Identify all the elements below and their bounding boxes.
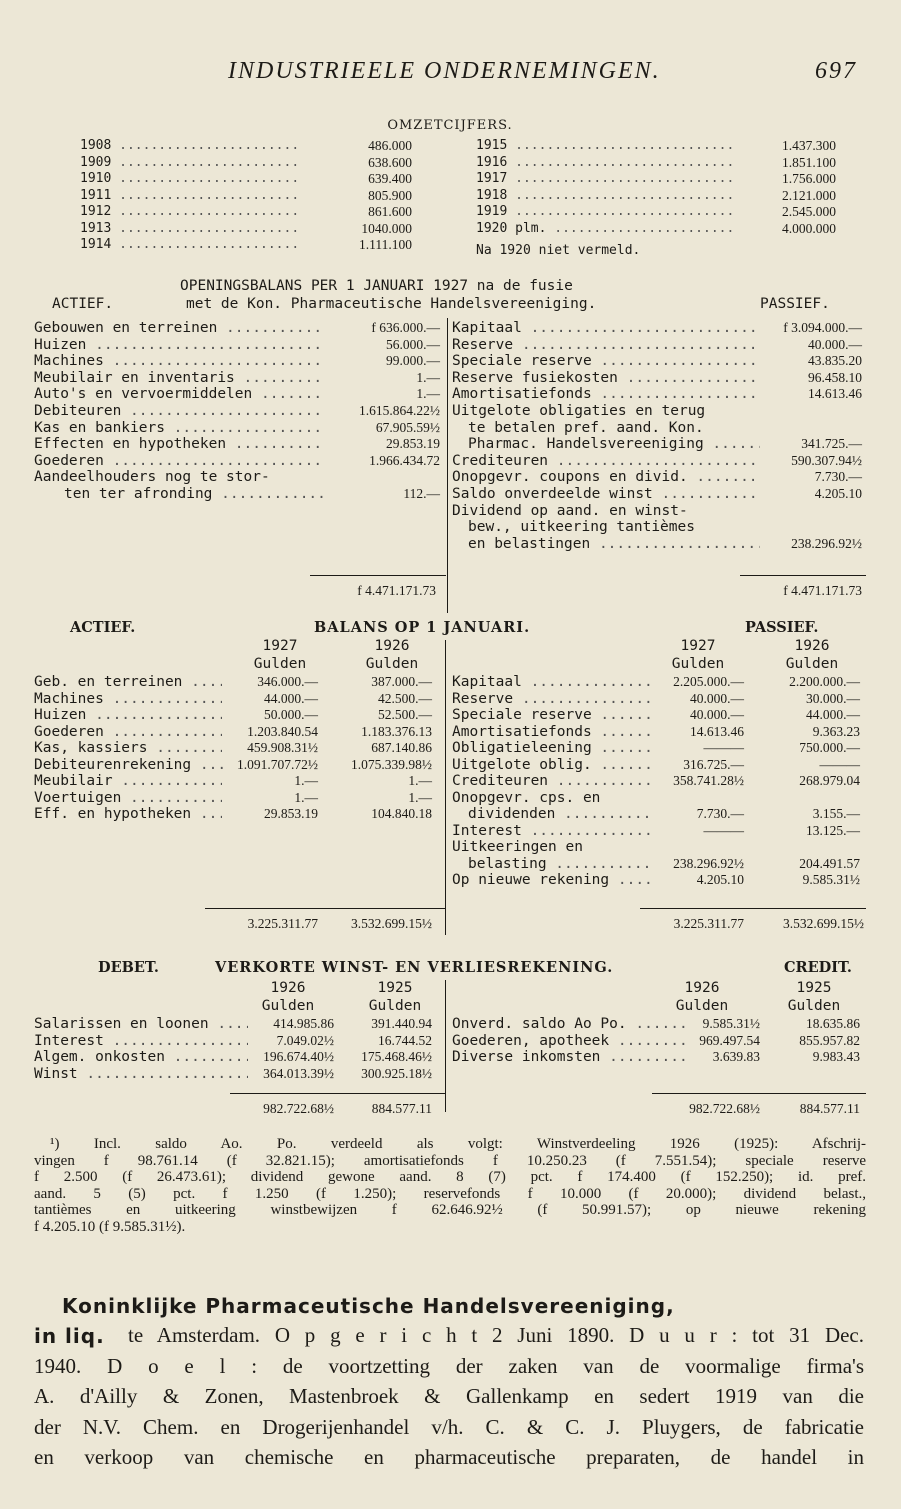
- opening-passiva-value: 14.613.46: [808, 386, 862, 402]
- winst-debet-item: Salarissen en loonen .....: [34, 1016, 248, 1032]
- balans-passiva-item: Uitgelote oblig. .....: [452, 757, 650, 773]
- omzet-value: 1.756.000: [782, 171, 836, 186]
- opening-activa-value: 56.000.—: [386, 336, 440, 352]
- opening-activa-item: Huizen .....: [34, 337, 324, 353]
- opening-activa-value: 1.966.434.72: [369, 452, 440, 468]
- opening-passiva-item: Kapitaal .....: [452, 320, 760, 336]
- opening-activa-value: f 636.000.—: [371, 320, 440, 335]
- opening-activa-item: Aandeelhouders nog te stor-: [34, 469, 270, 486]
- omzet-year: 1915 .....: [476, 138, 736, 153]
- opening-passiva-item: Amortisatiefonds .....: [452, 386, 760, 402]
- balans-passiva-1927: 316.725.—: [683, 756, 744, 772]
- balans-total-right-1927: 3.225.311.77: [673, 916, 744, 931]
- opening-activa-item: Goederen .....: [34, 453, 324, 469]
- company-line: te Amsterdam. O p g e r i c h t 2 Juni 1890. D u u r : tot 31 Dec.: [128, 1323, 864, 1347]
- balans-activa-item: Huizen .....: [34, 707, 222, 723]
- balans-activa-label: ACTIEF.: [70, 619, 136, 636]
- winst-total-left-1926: 982.722.68½: [263, 1101, 334, 1116]
- balans-activa-item: Geb. en terreinen .....: [34, 674, 222, 690]
- balans-activa-1927: 1.—: [294, 789, 318, 805]
- opening-passiva-item: Pharmac. Handelsvereeniging .....: [468, 436, 760, 452]
- omzet-year: 1916 .....: [476, 155, 736, 170]
- omzet-year: 1914 .....: [80, 237, 302, 252]
- winst-year: 1926: [270, 980, 306, 996]
- page-number: 697: [815, 58, 857, 84]
- balans-passiva-1927: ———: [703, 822, 744, 838]
- winst-debet-1926: 364.013.39½: [263, 1065, 334, 1081]
- opening-activa-item: ten ter afronding .....: [64, 486, 324, 502]
- omzet-year: 1917 .....: [476, 171, 736, 186]
- winst-debet-item: Winst .....: [34, 1066, 248, 1082]
- omzet-value: 486.000: [368, 138, 412, 153]
- opening-passiva-item: bew., uitkeering tantièmes: [468, 519, 695, 536]
- balans-rule-left: [205, 908, 445, 909]
- omzet-year: 1912 .....: [80, 204, 302, 219]
- balans-passiva-1927: 14.613.46: [690, 723, 744, 739]
- balans-passiva-label: PASSIEF.: [745, 619, 819, 636]
- opening-passiva-value: 43.835.20: [808, 353, 862, 369]
- balans-activa-item: Machines .....: [34, 691, 222, 707]
- omzet-year: 1910 .....: [80, 171, 302, 186]
- winst-credit-item: Diverse inkomsten .....: [452, 1049, 688, 1065]
- balans-passiva-1927: 40.000.—: [690, 707, 744, 722]
- opening-passiva-value: 96.458.10: [808, 369, 862, 385]
- balans-activa-item: Goederen .....: [34, 724, 222, 740]
- company-line: der N.V. Chem. en Drogerijenhandel v/h. C. & C. J. Pluygers, de fabricatie: [34, 1414, 864, 1439]
- balans-passiva-item: Crediteuren .....: [452, 773, 650, 789]
- omzet-value: 1.111.100: [359, 237, 412, 252]
- opening-passiva-value: 590.307.94½: [791, 452, 862, 468]
- winst-debet-1926: 414.985.86: [273, 1016, 334, 1031]
- balans-passiva-item: Obligatieleening .....: [452, 740, 650, 756]
- balans-activa-1926: 1.075.339.98½: [351, 756, 432, 772]
- opening-activa-item: Effecten en hypotheken .....: [34, 436, 324, 452]
- winst-unit: Gulden: [261, 998, 315, 1014]
- balans-unit: Gulden: [365, 656, 419, 672]
- opening-total-right: f 4.471.171.73: [783, 583, 862, 598]
- winst-credit-item: Goederen, apotheek .....: [452, 1033, 688, 1049]
- balans-activa-item: Voertuigen .....: [34, 790, 222, 806]
- balans-passiva-item: Uitkeeringen en: [452, 839, 583, 855]
- winst-debet-label: DEBET.: [98, 959, 159, 976]
- opening-activa-item: Auto's en vervoermiddelen .....: [34, 386, 324, 402]
- winst-debet-1926: 196.674.40½: [263, 1049, 334, 1064]
- omzet-note: Na 1920 niet vermeld.: [476, 243, 641, 258]
- balans-passiva-1927: 238.296.92½: [673, 855, 744, 871]
- balans-passiva-1927: 40.000.—: [690, 690, 744, 706]
- opening-rule-right: [740, 575, 866, 576]
- winst-total-left-1925: 884.577.11: [371, 1101, 432, 1116]
- balans-passiva-1926: 268.979.04: [799, 773, 860, 788]
- balans-activa-1927: 44.000.—: [264, 690, 318, 706]
- omzet-value: 639.400: [368, 171, 412, 186]
- opening-rule-left: [310, 575, 446, 576]
- footnote-line: f 4.205.10 (f 9.585.31½).: [34, 1219, 186, 1235]
- balans-year: 1927: [262, 638, 298, 654]
- footnote-line: aand. 5 (5) pct. f 1.250 (f 1.250); reservefonds f 10.000 (f 20.000); dividend belast.,: [34, 1185, 866, 1202]
- winst-credit-1926: 9.585.31½: [702, 1016, 760, 1031]
- omzet-value: 1.437.300: [782, 138, 836, 153]
- balans-activa-1927: 459.908.31½: [247, 740, 318, 755]
- balans-title: BALANS OP 1 JANUARI.: [314, 619, 531, 636]
- omzet-value: 4.000.000: [782, 220, 836, 236]
- balans-passiva-item: Op nieuwe rekening .....: [452, 872, 650, 888]
- winst-debet-1925: 391.440.94: [371, 1016, 432, 1031]
- balans-passiva-1926: 44.000.—: [806, 707, 860, 722]
- opening-activa-value: 29.853.19: [386, 436, 440, 452]
- balans-activa-1927: 1.203.840.54: [247, 723, 318, 739]
- balans-passiva-1927: 358.741.28½: [673, 773, 744, 788]
- balans-activa-item: Debiteurenrekening .....: [34, 757, 229, 773]
- balans-activa-1926: 52.500.—: [378, 707, 432, 722]
- winst-credit-1925: 855.957.82: [799, 1032, 860, 1048]
- winst-credit-1925: 9.983.43: [812, 1049, 860, 1064]
- opening-passiva-label: PASSIEF.: [760, 296, 830, 312]
- omzet-value: 805.900: [368, 187, 412, 203]
- balans-year: 1926: [374, 638, 410, 654]
- balans-passiva-1927: ———: [703, 740, 744, 755]
- opening-passiva-item: Reserve fusiekosten .....: [452, 370, 760, 386]
- omzet-year: 1909 .....: [80, 155, 302, 170]
- opening-passiva-value: 341.725.—: [801, 436, 862, 452]
- omzet-value: 861.600: [368, 204, 412, 219]
- balans-activa-item: Kas, kassiers .....: [34, 740, 222, 756]
- winst-debet-1925: 175.468.46½: [361, 1049, 432, 1064]
- balans-activa-1926: 104.840.18: [371, 806, 432, 821]
- company-liq: in liq.: [34, 1324, 105, 1348]
- winst-unit: Gulden: [368, 998, 422, 1014]
- winst-debet-item: Interest .....: [34, 1033, 248, 1049]
- balans-activa-1927: 50.000.—: [264, 707, 318, 722]
- balans-passiva-1926: 750.000.—: [799, 740, 860, 755]
- balans-passiva-1927: 7.730.—: [696, 806, 744, 821]
- opening-activa-item: Gebouwen en terreinen .....: [34, 320, 324, 336]
- winst-debet-item: Algem. onkosten .....: [34, 1049, 248, 1065]
- footnote-line: f 2.500 (f 26.473.61); dividend gewone aand. 8 (7) pct. f 174.400 (f 152.250); id. pref.: [34, 1169, 866, 1186]
- winst-debet-1926: 7.049.02½: [276, 1032, 334, 1048]
- opening-passiva-item: Dividend op aand. en winst-: [452, 502, 688, 519]
- balans-unit: Gulden: [785, 656, 839, 672]
- opening-activa-item: Debiteuren .....: [34, 403, 324, 419]
- omzet-year: 1918 .....: [476, 188, 736, 203]
- balans-passiva-1926: 2.200.000.—: [789, 674, 860, 689]
- balans-divider: [445, 640, 446, 935]
- balans-passiva-1927: 2.205.000.—: [673, 674, 744, 689]
- opening-passiva-item: Reserve .....: [452, 337, 760, 353]
- balans-passiva-item: Amortisatiefonds .....: [452, 724, 650, 740]
- winst-credit-1926: 3.639.83: [712, 1049, 760, 1064]
- balans-activa-1926: 387.000.—: [371, 674, 432, 689]
- winst-debet-1925: 300.925.18½: [361, 1065, 432, 1081]
- balans-passiva-1926: 3.155.—: [812, 806, 860, 821]
- opening-passiva-item: en belastingen .....: [468, 536, 760, 552]
- opening-divider: [447, 318, 448, 613]
- opening-passiva-item: Uitgelote obligaties en terug: [452, 403, 706, 419]
- winst-credit-item: Onverd. saldo Ao Po. .....: [452, 1016, 688, 1032]
- balans-year: 1927: [680, 638, 716, 654]
- winst-unit: Gulden: [787, 998, 841, 1014]
- opening-activa-value: 112.—: [403, 486, 440, 501]
- balans-passiva-1926: ———: [819, 756, 860, 772]
- opening-passiva-value: 238.296.92½: [791, 535, 862, 551]
- opening-passiva-item: Speciale reserve .....: [452, 353, 760, 369]
- opening-activa-item: Kas en bankiers .....: [34, 420, 324, 436]
- opening-passiva-item: Crediteuren .....: [452, 453, 760, 469]
- balans-passiva-item: Interest .....: [452, 823, 650, 839]
- balans-total-left-1926: 3.532.699.15½: [351, 916, 432, 931]
- balans-activa-1926: 1.183.376.13: [361, 723, 432, 739]
- winst-credit-1926: 969.497.54: [699, 1032, 760, 1048]
- omzet-year: 1920 plm. .....: [476, 221, 736, 236]
- winst-year: 1926: [684, 980, 720, 996]
- balans-passiva-1926: 30.000.—: [806, 690, 860, 706]
- opening-passiva-value: 4.205.10: [814, 486, 862, 501]
- omzet-value: 2.121.000: [782, 187, 836, 203]
- footnote-line: ¹) Incl. saldo Ao. Po. verdeeld als volgt: Winstverdeeling 1926 (1925): Afschrij-: [50, 1136, 866, 1152]
- winst-debet-1925: 16.744.52: [378, 1032, 432, 1048]
- footnote-line: vingen f 98.761.14 (f 32.821.15); amortisatiefonds f 10.250.23 (f 7.551.54); speciale reserve: [34, 1152, 866, 1169]
- company-line: 1940. D o e l : de voortzetting der zaken van de voormalige firma's: [34, 1353, 864, 1378]
- omzet-year: 1913 .....: [80, 221, 302, 236]
- balans-activa-1926: 1.—: [408, 773, 432, 788]
- winst-total-right-1926: 982.722.68½: [689, 1101, 760, 1116]
- balans-passiva-item: Kapitaal .....: [452, 674, 650, 690]
- balans-activa-1926: 42.500.—: [378, 690, 432, 706]
- opening-activa-label: ACTIEF.: [52, 296, 114, 312]
- winst-credit-label: CREDIT.: [784, 959, 852, 976]
- opening-passiva-value: f 3.094.000.—: [783, 320, 862, 335]
- opening-passiva-item: Saldo onverdeelde winst .....: [452, 486, 760, 502]
- balans-total-right-1926: 3.532.699.15½: [783, 916, 864, 931]
- omzet-year: 1919 .....: [476, 204, 736, 219]
- balans-activa-1926: 687.140.86: [371, 740, 432, 755]
- balans-total-left-1927: 3.225.311.77: [247, 916, 318, 931]
- balans-passiva-1926: 9.363.23: [812, 723, 860, 739]
- running-header: INDUSTRIEELE ONDERNEMINGEN.: [228, 58, 661, 84]
- opening-activa-value: 1.—: [416, 369, 440, 385]
- opening-activa-item: Machines .....: [34, 353, 324, 369]
- winst-year: 1925: [377, 980, 413, 996]
- omzet-value: 638.600: [368, 154, 412, 170]
- omzet-value: 2.545.000: [782, 204, 836, 219]
- balans-passiva-1927: 4.205.10: [696, 872, 744, 887]
- balans-passiva-item: Speciale reserve .....: [452, 707, 650, 723]
- balans-activa-1927: 346.000.—: [257, 674, 318, 689]
- omzet-year: 1908 .....: [80, 138, 302, 153]
- balans-unit: Gulden: [671, 656, 725, 672]
- balans-activa-1927: 1.091.707.72½: [237, 756, 318, 772]
- footnote-line: tantièmes en uitkeering winstbewijzen f 62.646.92½ (f 50.991.57); op nieuwe rekening: [34, 1202, 866, 1219]
- balans-activa-item: Meubilair .....: [34, 773, 222, 789]
- balans-unit: Gulden: [253, 656, 307, 672]
- winst-divider: [445, 980, 446, 1112]
- winst-rule-left: [230, 1093, 445, 1094]
- opening-activa-value: 67.905.59½: [375, 419, 440, 435]
- company-name: Koninklijke Pharmaceutische Handelsvereeniging,: [62, 1294, 675, 1318]
- balans-passiva-item: Reserve .....: [452, 691, 650, 707]
- balans-passiva-1926: 9.585.31½: [802, 872, 860, 887]
- balans-passiva-item: belasting .....: [468, 856, 650, 872]
- winst-total-right-1925: 884.577.11: [799, 1101, 860, 1116]
- balans-passiva-item: dividenden .....: [468, 806, 650, 822]
- balans-passiva-1926: 204.491.57: [799, 855, 860, 871]
- balans-activa-item: Eff. en hypotheken .....: [34, 806, 222, 822]
- winst-rule-right: [652, 1093, 866, 1094]
- opening-title-2: met de Kon. Pharmaceutische Handelsvereeniging.: [186, 296, 597, 312]
- opening-passiva-value: 40.000.—: [808, 336, 862, 352]
- balans-passiva-item: Onopgevr. cps. en: [452, 789, 601, 806]
- company-line: en verkoop van chemische en pharmaceutische preparaten, de handel in: [34, 1445, 864, 1469]
- balans-passiva-1926: 13.125.—: [806, 822, 860, 838]
- omzet-value: 1.851.100: [782, 154, 836, 170]
- company-line: A. d'Ailly & Zonen, Mastenbroek & Gallenkamp en sedert 1919 van die: [34, 1384, 864, 1408]
- opening-passiva-item: Onopgevr. coupons en divid. .....: [452, 469, 760, 485]
- omzet-title: OMZETCIJFERS.: [387, 118, 513, 133]
- winst-unit: Gulden: [675, 998, 729, 1014]
- balans-activa-1927: 1.—: [294, 773, 318, 788]
- opening-title-1: OPENINGSBALANS PER 1 JANUARI 1927 na de fusie: [180, 278, 573, 294]
- opening-passiva-item: te betalen pref. aand. Kon.: [468, 419, 704, 436]
- opening-activa-value: 1.615.864.22½: [359, 403, 440, 418]
- opening-passiva-value: 7.730.—: [814, 469, 862, 485]
- opening-total-left: f 4.471.171.73: [357, 583, 436, 598]
- balans-activa-1926: 1.—: [408, 789, 432, 805]
- opening-activa-value: 1.—: [416, 386, 440, 402]
- balans-rule-right: [640, 908, 866, 909]
- omzet-value: 1040.000: [361, 220, 412, 236]
- opening-activa-item: Meubilair en inventaris .....: [34, 370, 324, 386]
- omzet-year: 1911 .....: [80, 188, 302, 203]
- winst-title: VERKORTE WINST- EN VERLIESREKENING.: [215, 959, 614, 976]
- winst-year: 1925: [796, 980, 832, 996]
- winst-credit-1925: 18.635.86: [806, 1016, 860, 1031]
- balans-activa-1927: 29.853.19: [264, 806, 318, 821]
- opening-activa-value: 99.000.—: [386, 353, 440, 369]
- balans-year: 1926: [794, 638, 830, 654]
